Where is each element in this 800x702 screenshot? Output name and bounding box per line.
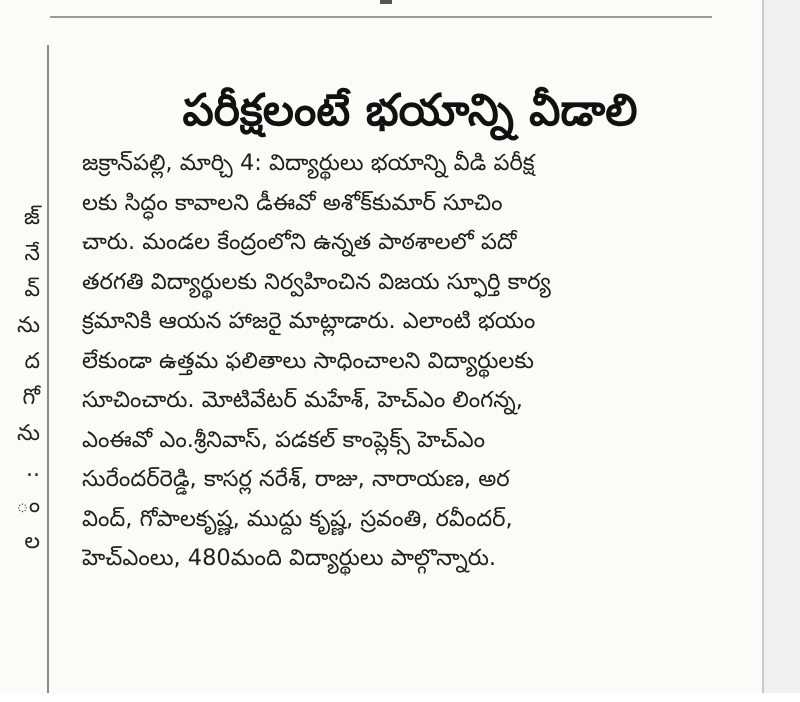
article-line: జక్రాన్‌పల్లి, మార్చి 4: విద్యార్థులు భయాన్ని వీడి పరీక్ష bbox=[82, 150, 535, 176]
left-fragment: .. bbox=[26, 457, 40, 482]
article-body bbox=[82, 144, 744, 579]
left-fragment: జ్ bbox=[23, 205, 40, 230]
left-fragment: వ్ bbox=[24, 277, 40, 302]
article-line: ఎంఈవో ఎం.శ్రీనివాస్, పడకల్ కాంప్లెక్స్ హెచ్‌ఎం bbox=[82, 426, 485, 453]
article-line: వింద్, గోపాలకృష్ణ, ముద్దు కృష్ణ, స్రవంతి, రవీందర్, bbox=[82, 505, 513, 532]
adjacent-column-fragments bbox=[0, 200, 44, 560]
page-margin bbox=[762, 0, 800, 693]
left-fragment: ం bbox=[16, 493, 40, 518]
article-line: సూచించారు. మోటివేటర్ మహేశ్, హెచ్‌ఎం లింగన్న, bbox=[82, 387, 523, 413]
article-line: హెచ్‌ఎంలు, 480మంది విద్యార్థులు పాల్గొన్నారు. bbox=[82, 545, 497, 571]
top-fragment-mark bbox=[380, 0, 392, 4]
left-fragment: గో bbox=[22, 385, 40, 410]
top-divider-rule bbox=[50, 16, 712, 18]
left-fragment: ల bbox=[24, 529, 40, 554]
left-fragment: ను bbox=[16, 313, 40, 338]
left-fragment: నే bbox=[24, 241, 40, 266]
column-divider-rule bbox=[47, 45, 49, 693]
article-line: లకు సిద్ధం కావాలని డీఈవో అశోక్‌కుమార్ సూచిం bbox=[82, 189, 503, 216]
left-fragment: ను bbox=[16, 421, 40, 446]
article-headline: పరీక్షలంటే భయాన్ని వీడాలి bbox=[182, 85, 638, 137]
next-article-headline-cutoff bbox=[90, 662, 690, 702]
article-line: క్రమానికి ఆయన హాజరై మాట్లాడారు. ఎలాంటి భయం bbox=[82, 308, 536, 334]
left-fragment: ద bbox=[24, 349, 40, 374]
article-line: లేకుండా ఉత్తమ ఫలితాలు సాధించాలని విద్యార్థులకు bbox=[82, 347, 534, 374]
article-line: సురేందర్‌రెడ్డి, కాసర్ల నరేశ్, రాజు, నారాయణ, అర bbox=[82, 466, 510, 492]
article-line: తరగతి విద్యార్థులకు నిర్వహించిన విజయ స్ఫూర్తి కార్య bbox=[82, 268, 551, 295]
article-line: చారు. మండల కేంద్రంలోని ఉన్నత పాఠశాలలో పదో bbox=[82, 229, 517, 255]
